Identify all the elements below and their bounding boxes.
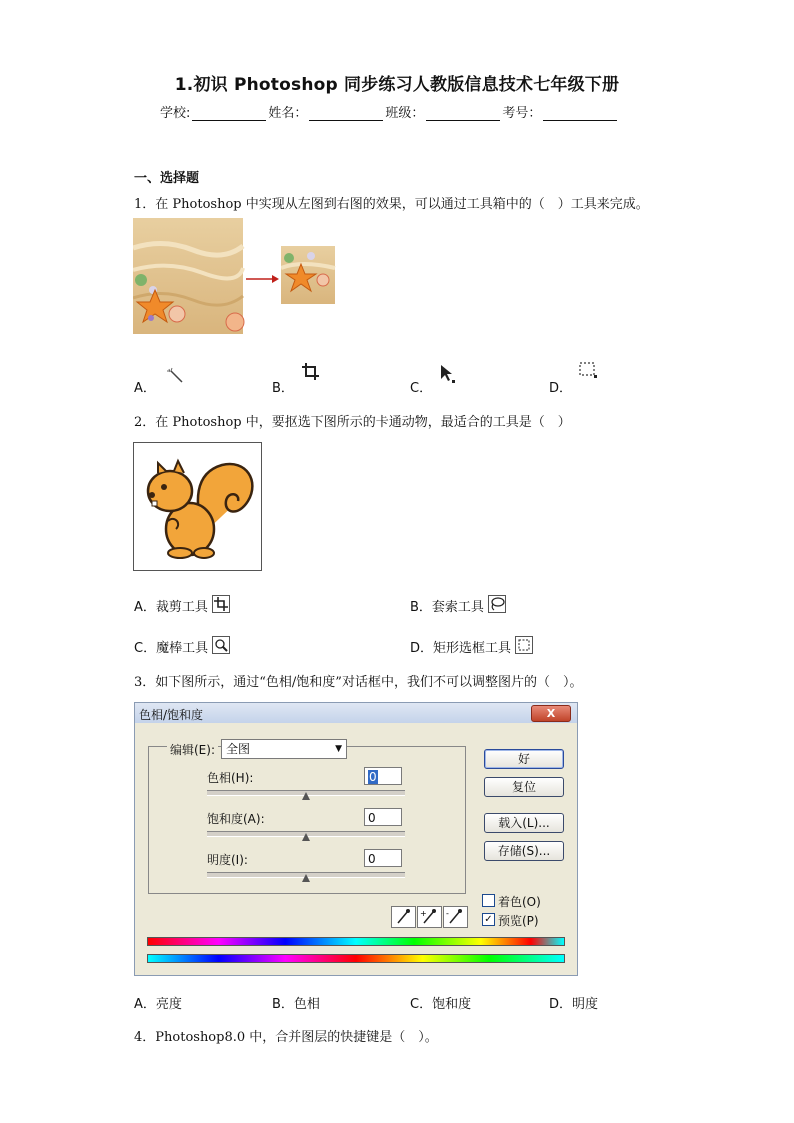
- q1-option-a[interactable]: A．: [134, 381, 156, 396]
- eyedropper-minus-icon[interactable]: [443, 906, 468, 928]
- name-blank: [309, 106, 383, 121]
- sand-image-cropped: [281, 246, 337, 306]
- q2-option-b-label: B．套索工具: [410, 600, 484, 615]
- load-button[interactable]: 载入(L)...: [484, 813, 564, 833]
- hue-label: 色相(H):: [207, 771, 254, 785]
- hue-input-value: 0: [369, 770, 377, 784]
- question-1-text: 1．在 Photoshop 中实现从左图到右图的效果，可以通过工具箱中的（ ）工具来完成。: [134, 197, 649, 212]
- number-blank: [543, 106, 617, 121]
- q2-option-d[interactable]: [410, 636, 533, 656]
- lightness-input[interactable]: 0: [364, 849, 402, 867]
- number-label: 考号：: [502, 106, 542, 121]
- saturation-slider-thumb[interactable]: [302, 833, 310, 841]
- lightness-label: 明度(I):: [207, 853, 248, 867]
- preview-label: 预览(P): [498, 914, 539, 928]
- marquee-icon: [515, 636, 533, 654]
- dialog-title-bar: [135, 703, 577, 723]
- question-2-text: 2．在 Photoshop 中，要抠选下图所示的卡通动物，最适合的工具是（ ）: [134, 415, 571, 430]
- arrow-icon: [244, 272, 280, 286]
- q2-option-d-label: D．矩形选框工具: [410, 641, 512, 656]
- color-spectrum-bar-top: [147, 937, 565, 946]
- student-info-line: [160, 102, 619, 121]
- q2-option-c[interactable]: [134, 636, 230, 656]
- eyedropper-icon[interactable]: [391, 906, 416, 928]
- color-spectrum-bar-bottom: [147, 954, 565, 963]
- school-label: 学校:: [160, 106, 191, 121]
- save-button[interactable]: 存储(S)...: [484, 841, 564, 861]
- q2-option-a-label: A．裁剪工具: [134, 600, 208, 615]
- q3-option-b[interactable]: B．色相: [272, 997, 320, 1012]
- eyedropper-plus-icon[interactable]: [417, 906, 442, 928]
- q1-option-d[interactable]: D．: [549, 381, 573, 396]
- colorize-label: 着色(O): [498, 895, 541, 909]
- edit-label: 编辑(E):: [167, 741, 218, 758]
- colorize-checkbox[interactable]: [482, 894, 495, 907]
- page-title: 1.初识 Photoshop 同步练习人教版信息技术七年级下册: [174, 75, 620, 95]
- q3-option-c[interactable]: C．饱和度: [410, 997, 472, 1012]
- close-icon[interactable]: X: [531, 705, 571, 722]
- sand-image-original: [133, 218, 245, 336]
- svg-text:-: -: [446, 909, 449, 918]
- lightness-slider-thumb[interactable]: [302, 874, 310, 882]
- saturation-input[interactable]: 0: [364, 808, 402, 826]
- name-label: 姓名：: [268, 106, 308, 121]
- q1-option-c[interactable]: C．: [410, 381, 433, 396]
- section-heading: 一、选择题: [134, 171, 200, 186]
- edit-select-value: 全图: [226, 742, 251, 756]
- hue-input[interactable]: [364, 767, 402, 785]
- crop-icon: [212, 595, 230, 613]
- magnifier-icon: [212, 636, 230, 654]
- hue-saturation-dialog: [134, 702, 578, 976]
- class-label: 班级：: [385, 106, 425, 121]
- chevron-down-icon: ▼: [335, 744, 342, 754]
- crop-icon: [300, 361, 322, 383]
- svg-text:+: +: [420, 909, 427, 918]
- marquee-icon: [577, 360, 599, 380]
- q3-option-a[interactable]: A．亮度: [134, 997, 182, 1012]
- q1-option-b[interactable]: B．: [272, 381, 294, 396]
- edit-select[interactable]: [221, 739, 347, 759]
- q2-option-a[interactable]: [134, 595, 230, 615]
- q2-option-c-label: C．魔棒工具: [134, 641, 209, 656]
- ok-button[interactable]: 好: [484, 749, 564, 769]
- saturation-label: 饱和度(A):: [207, 812, 265, 826]
- move-arrow-icon: [438, 363, 458, 385]
- school-blank: [192, 106, 266, 121]
- dialog-title: 色相/饱和度: [139, 708, 204, 722]
- q3-option-d[interactable]: D．明度: [549, 997, 599, 1012]
- squirrel-image-frame: [133, 442, 262, 571]
- class-blank: [426, 106, 500, 121]
- magic-wand-icon: [166, 367, 186, 385]
- lasso-icon: [488, 595, 506, 613]
- q2-option-b[interactable]: [410, 595, 506, 615]
- question-3-text: 3．如下图所示，通过“色相/饱和度”对话框中，我们不可以调整图片的（ ）。: [134, 675, 583, 690]
- preview-checkbox[interactable]: ✓: [482, 913, 495, 926]
- question-4-text: 4．Photoshop8.0 中，合并图层的快捷键是（ ）。: [134, 1030, 438, 1045]
- squirrel-image: [134, 443, 261, 570]
- reset-button[interactable]: 复位: [484, 777, 564, 797]
- hue-slider-thumb[interactable]: [302, 792, 310, 800]
